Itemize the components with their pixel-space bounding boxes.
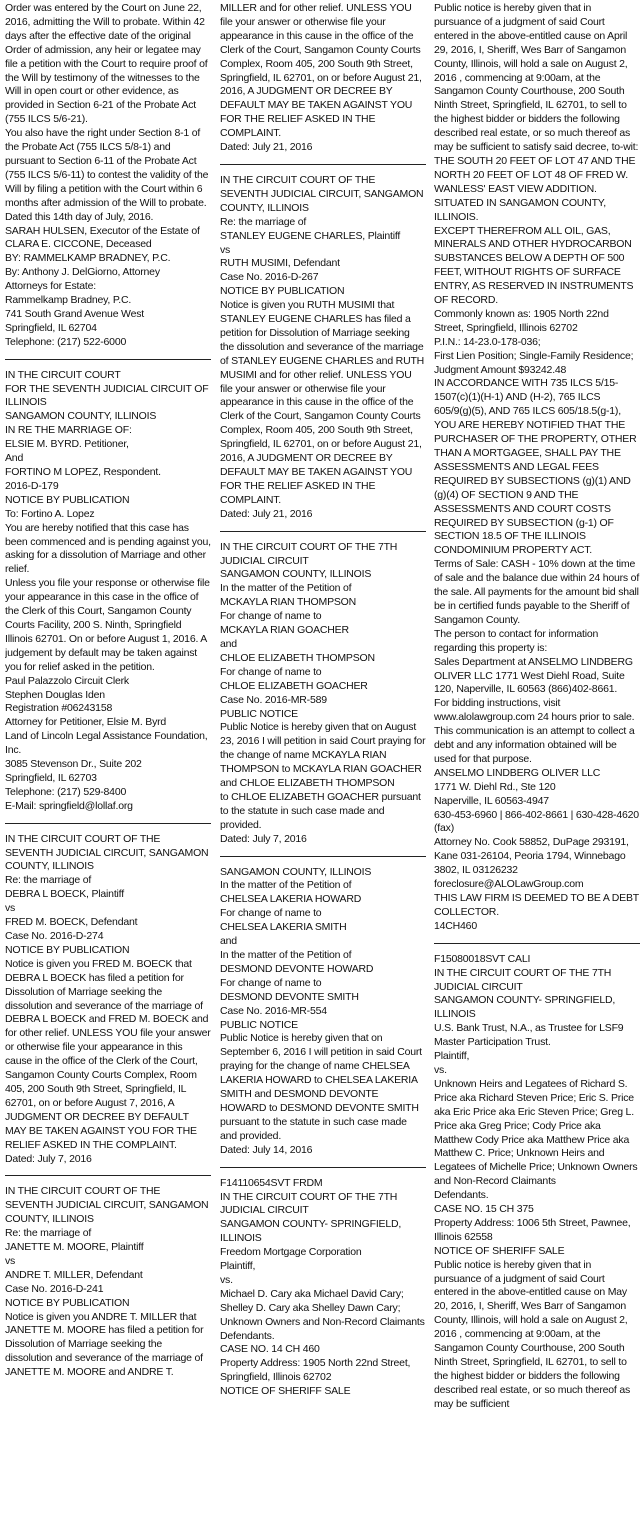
legal-notice bbox=[220, 541, 426, 847]
notice-paragraph: FORTINO M LOPEZ, Respondent. bbox=[5, 466, 161, 478]
notice-paragraph: For change of name to bbox=[220, 976, 322, 989]
notice-paragraph: ANDRE T. MILLER, Defendant bbox=[5, 1268, 143, 1281]
notice-paragraph: U.S. Bank Trust, N.A., as Trustee for LSF9 Master Participation Trust. bbox=[434, 1022, 624, 1049]
notice-paragraph: Public Notice is hereby given that on September 6, 2016 I will petition in said Court praying for the change of name CHELSEA LAKERIA HOWARD to CHELSEA LAKERIA SMITH and DESMOND DEVONTE HOWARD to DESMOND DEVONTE SMITH pursuant to the statute in such case made and provided. bbox=[220, 1032, 422, 1142]
notice-paragraph: Public notice is hereby given that in pursuance of a judgment of said Court entered in the above-entitled cause on May 20, 2016, I, Sheriff, Wes Barr of Sangamon County, Illinois, will hold a sale on August 2, 2016 , commencing at 9:00am, at the Sangamon County Courthouse, 200 South Ninth Street, Springfield, IL 62701, to sell to the highest bidder or bidders the following described real estate, or so much thereof as may be sufficient bbox=[434, 1258, 631, 1410]
notice-paragraph: The person to contact for information regarding this property is: bbox=[434, 627, 599, 654]
notice-paragraph: vs. bbox=[434, 1063, 447, 1076]
notice-paragraph: NOTICE OF SHERIFF SALE bbox=[220, 1385, 351, 1398]
legal-notice bbox=[220, 174, 426, 522]
notice-paragraph: STANLEY EUGENE CHARLES, Plaintiff bbox=[220, 229, 401, 242]
notice-paragraph: For bidding instructions, visit www.alolawgroup.com 24 hours prior to sale. bbox=[434, 697, 635, 724]
notice-paragraph: Dated: July 14, 2016 bbox=[220, 1143, 313, 1156]
column-2 bbox=[220, 2, 426, 1513]
notice-paragraph: THE SOUTH 20 FEET OF LOT 47 AND THE NORTH 20 FEET OF LOT 48 OF FRED W. WANLESS' EAST VIEW ADDITION. SITUATED IN SANGAMON COUNTY, ILLINOIS. bbox=[434, 154, 636, 223]
notice-paragraph: MILLER and for other relief. UNLESS YOU file your answer or otherwise file your appearance in this cause in the office of the Clerk of the Court, Sangamon County Courts Complex, Room 405, 200 South 9th Street, Springfield, IL 62701, on or before August 21, 2016, A JUDGMENT OR DECREE BY DEFAULT MAY BE TAKEN AGAINST YOU FOR THE RELIEF ASKED IN THE COMPLAINT. bbox=[220, 2, 422, 140]
notice-paragraph: Naperville, IL 60563-4947 bbox=[434, 794, 549, 807]
notice-paragraph: Case No. 2016-MR-589 bbox=[220, 693, 327, 706]
notice-divider bbox=[5, 359, 211, 360]
notice-paragraph: Defendants. bbox=[434, 1189, 489, 1202]
notice-paragraph: ANSELMO LINDBERG OLIVER LLC bbox=[434, 766, 601, 779]
notice-paragraph: Sales Department at ANSELMO LINDBERG OLIVER LLC 1771 West Diehl Road, Suite 120, Naperville, IL 60563 (866)402-8661. bbox=[434, 655, 633, 696]
notice-divider bbox=[220, 164, 426, 165]
notice-paragraph: Terms of Sale: CASH - 10% down at the time of sale and the balance due within 24 hours of the sale. All payments for the amount bid shall be in certified funds payable to the Sheriff of Sangamon County. bbox=[434, 558, 640, 626]
notice-paragraph: Public Notice is hereby given that on August 23, 2016 I will petition in said Court praying for the change of name MCKAYLA RIAN THOMPSON to MCKAYLA RIAN GOACHER and CHLOE ELIZABETH THOMPSON bbox=[220, 721, 426, 790]
notice-paragraph: NOTICE BY PUBLICATION bbox=[5, 943, 130, 956]
notice-paragraph: Re: the marriage of bbox=[220, 215, 307, 228]
notice-paragraph: 2016-D-179 bbox=[5, 479, 59, 492]
notice-paragraph: 1771 W. Diehl Rd., Ste 120 bbox=[434, 780, 556, 793]
notice-paragraph: In the matter of the Petition of bbox=[220, 949, 352, 961]
notice-paragraph: FOR THE SEVENTH JUDICIAL CIRCUIT OF ILLINOIS bbox=[5, 382, 209, 409]
notice-paragraph: IN THE CIRCUIT COURT OF THE 7TH JUDICIAL CIRCUIT bbox=[220, 540, 398, 567]
notice-paragraph: Springfield, IL 62703 bbox=[5, 771, 97, 784]
notice-paragraph: Commonly known as: 1905 North 22nd Street, Springfield, Illinois 62702 bbox=[434, 307, 609, 334]
notice-paragraph: You also have the right under Section 8-1 of the Probate Act (755 ILCS 5/8-1) and pursuant to Section 6-11 of the Probate Act (755 ILCS 5/6-11) to contest the validity of the Will by filing a petition with the Court within 6 months after admission of the Will to probate. bbox=[5, 127, 209, 209]
notice-divider bbox=[220, 1167, 426, 1168]
notice-paragraph: Unknown Heirs and Legatees of Richard S. Price aka Richard Steven Price; Eric S. Price aka Eric Price aka Eric Steven Price; Greg L. Price aka Greg Price; Cody Price aka Matthew Cody Price aka Matthew Price aka Matthew C. Price; Unknown Heirs and Legatees of Michelle Price; Unknown Owners and Non-Record Claimants bbox=[434, 1077, 638, 1188]
notice-paragraph: Land of Lincoln Legal Assistance Foundation, Inc. bbox=[5, 730, 208, 757]
notice-paragraph: CHLOE ELIZABETH GOACHER bbox=[220, 679, 368, 692]
notice-paragraph: 3085 Stevenson Dr., Suite 202 bbox=[5, 758, 142, 771]
notice-paragraph: IN THE CIRCUIT COURT OF THE SEVENTH JUDICIAL CIRCUIT, SANGAMON COUNTY, ILLINOIS bbox=[220, 173, 424, 214]
notice-paragraph: Dated: July 21, 2016 bbox=[220, 141, 313, 154]
column-3 bbox=[434, 2, 640, 1513]
notice-paragraph: First Lien Position; Single-Family Residence; Judgment Amount $93242.48 bbox=[434, 349, 634, 376]
notice-paragraph: Case No. 2016-MR-554 bbox=[220, 1004, 327, 1017]
notice-paragraph: PUBLIC NOTICE bbox=[220, 707, 298, 720]
notice-paragraph: SANGAMON COUNTY, ILLINOIS bbox=[5, 410, 157, 423]
notice-paragraph: Telephone: (217) 522-6000 bbox=[5, 335, 127, 348]
notice-paragraph: Plaintiff, bbox=[220, 1260, 256, 1273]
notice-paragraph: P.I.N.: 14-23.0-178-036; bbox=[434, 335, 541, 348]
notice-paragraph: 741 South Grand Avenue West bbox=[5, 307, 144, 320]
notice-paragraph: BY: RAMMELKAMP BRADNEY, P.C. bbox=[5, 252, 171, 265]
legal-notice bbox=[220, 866, 426, 1158]
legal-notice bbox=[5, 833, 211, 1167]
notice-paragraph: RUTH MUSIMI, Defendant bbox=[220, 257, 340, 270]
notice-paragraph: Freedom Mortgage Corporation bbox=[220, 1246, 362, 1259]
notice-paragraph: In the matter of the Petition of bbox=[220, 879, 352, 892]
notice-paragraph: and bbox=[220, 637, 237, 650]
notice-paragraph: Registration #06243158 bbox=[5, 702, 113, 715]
notice-paragraph: Stephen Douglas Iden bbox=[5, 688, 105, 701]
notice-paragraph: NOTICE BY PUBLICATION bbox=[5, 493, 130, 506]
notice-paragraph: CHELSEA LAKERIA HOWARD bbox=[220, 893, 362, 906]
notice-paragraph: Dated this 14th day of July, 2016. bbox=[5, 210, 154, 223]
notice-paragraph: Notice is given you RUTH MUSIMI that STANLEY EUGENE CHARLES has filed a petition for Dissolution of Marriage seeking the dissolution and severance of the marriage of STANLEY EUGENE CHARLES and RUTH MUSIMI and for other relief. UNLESS YOU file your answer or otherwise file your appearance in this cause in the office of the Clerk of the Court, Sangamon County Courts Complex, Room 405, 200 South 9th Street, Springfield, IL 62701, on or before August 21, 2016, A JUDGMENT OR DECREE BY DEFAULT MAY BE TAKEN AGAINST YOU FOR THE RELIEF ASKED IN THE COMPLAINT. bbox=[220, 299, 425, 506]
notice-paragraph: SANGAMON COUNTY, ILLINOIS bbox=[220, 568, 372, 581]
notice-paragraph: E-Mail: springfield@lollaf.org bbox=[5, 799, 133, 812]
column-1 bbox=[5, 2, 211, 1513]
notice-paragraph: You are hereby notified that this case has been commenced and is pending against you, asking for a dissolution of Marriage and other relief. bbox=[5, 521, 211, 576]
notice-paragraph: Attorney for Petitioner, Elsie M. Byrd bbox=[5, 716, 167, 729]
notice-paragraph: Unless you file your response or otherwise file your appearance in this case in the office of the Clerk of this Court, Sangamon County Courts Facility, 200 S. Ninth, Springfield Illinois 62701. On or before August 1, 2016. A judgement by default may be taken against you for relief asked in the petition. bbox=[5, 577, 210, 673]
notice-paragraph: Springfield, IL 62704 bbox=[5, 321, 97, 334]
legal-notice bbox=[434, 953, 640, 1412]
notice-paragraph: CHELSEA LAKERIA SMITH bbox=[220, 921, 347, 934]
notice-divider bbox=[5, 1175, 211, 1176]
notice-paragraph: SANGAMON COUNTY- SPRINGFIELD, ILLINOIS bbox=[434, 994, 616, 1021]
notice-paragraph: vs. bbox=[220, 1273, 233, 1286]
legal-notice bbox=[220, 1177, 426, 1400]
notice-paragraph: IN THE CIRCUIT COURT OF THE SEVENTH JUDICIAL CIRCUIT, SANGAMON COUNTY, ILLINOIS bbox=[5, 832, 209, 873]
notice-paragraph: Rammelkamp Bradney, P.C. bbox=[5, 294, 132, 307]
notice-paragraph: This communication is an attempt to collect a debt and any information obtained will be used for that purpose. bbox=[434, 725, 635, 765]
notice-paragraph: In the matter of the Petition of bbox=[220, 582, 352, 595]
notice-paragraph: And bbox=[5, 452, 24, 465]
notice-paragraph: DESMOND DEVONTE SMITH bbox=[220, 990, 359, 1003]
notice-paragraph: NOTICE BY PUBLICATION bbox=[220, 285, 345, 298]
notice-paragraph: ELSIE M. BYRD. Petitioner, bbox=[5, 438, 129, 451]
notice-paragraph: Plaintiff, bbox=[434, 1050, 470, 1063]
notice-paragraph: vs bbox=[5, 1254, 16, 1267]
notice-paragraph: FRED M. BOECK, Defendant bbox=[5, 916, 138, 929]
notice-paragraph: Order was entered by the Court on June 22, 2016, admitting the Will to probate. Within 42 days after the effective date of the original Order of admission, any heir or legatee may file a petition with the Court to require proof of the Will by testimony of the witnesses to the Will in open court or other evidence, as provided in Section 6-21 of the Probate Act (755 ILCS 5/6-21). bbox=[5, 2, 208, 126]
legal-notice bbox=[220, 2, 426, 155]
notice-paragraph: NOTICE OF SHERIFF SALE bbox=[434, 1244, 565, 1257]
notice-paragraph: Dated: July 21, 2016 bbox=[220, 507, 313, 520]
notice-paragraph: Public notice is hereby given that in pursuance of a judgment of said Court entered in the above-entitled cause on April 29, 2016, I, Sheriff, Wes Barr of Sangamon County, Illinois, will hold a sale on August 2, 2016 , commencing at 9:00am, at the Sangamon County Courthouse, 200 South Ninth Street, Springfield, IL 62701, to sell to the highest bidder or bidders the following described real estate, or so much thereof as may be sufficient to satisfy said decree, to-wit: bbox=[434, 2, 639, 154]
notice-paragraph: Case No. 2016-D-274 bbox=[5, 930, 104, 942]
legal-notice bbox=[5, 1185, 211, 1380]
notice-paragraph: IN THE CIRCUIT COURT bbox=[5, 368, 121, 381]
notice-paragraph: For change of name to bbox=[220, 907, 322, 920]
notice-paragraph: Property Address: 1905 North 22nd Street, Springfield, Illinois 62702 bbox=[220, 1357, 411, 1384]
notice-paragraph: Attorneys for Estate: bbox=[5, 280, 96, 293]
notice-paragraph: IN THE CIRCUIT COURT OF THE 7TH JUDICIAL CIRCUIT bbox=[434, 966, 612, 993]
notice-paragraph: vs bbox=[5, 902, 16, 915]
notice-divider bbox=[220, 531, 426, 532]
notice-paragraph: to CHLOE ELIZABETH GOACHER pursuant to the statute in such case made and provided. bbox=[220, 790, 421, 831]
notice-paragraph: Paul Palazzolo Circuit Clerk bbox=[5, 674, 129, 687]
notice-paragraph: SANGAMON COUNTY- SPRINGFIELD, ILLINOIS bbox=[220, 1218, 402, 1245]
notice-paragraph: THIS LAW FIRM IS DEEMED TO BE A DEBT COLLECTOR. bbox=[434, 892, 639, 918]
notice-paragraph: Dated: July 7, 2016 bbox=[220, 832, 307, 845]
notice-paragraph: To: Fortino A. Lopez bbox=[5, 507, 95, 520]
notice-paragraph: F14110654SVT FRDM bbox=[220, 1176, 323, 1189]
notice-paragraph: DESMOND DEVONTE HOWARD bbox=[220, 962, 374, 975]
notice-paragraph: and bbox=[220, 935, 237, 948]
notice-paragraph: foreclosure@ALOLawGroup.com bbox=[434, 878, 584, 891]
notice-paragraph: For change of name to bbox=[220, 665, 322, 678]
notice-paragraph: Attorney No. Cook 58852, DuPage 293191, Kane 031-26104, Peoria 1794, Winnebago 3802, IL 03126232 bbox=[434, 836, 629, 877]
notice-paragraph: 630-453-6960 | 866-402-8661 | 630-428-4620 (fax) bbox=[434, 808, 639, 835]
notice-paragraph: IN THE CIRCUIT COURT OF THE SEVENTH JUDICIAL CIRCUIT, SANGAMON COUNTY, ILLINOIS bbox=[5, 1185, 209, 1226]
notice-paragraph: Property Address: 1006 5th Street, Pawnee, Illinois 62558 bbox=[434, 1216, 631, 1243]
notice-paragraph: PUBLIC NOTICE bbox=[220, 1018, 298, 1031]
notice-paragraph: MCKAYLA RIAN GOACHER bbox=[220, 624, 349, 637]
notice-paragraph: JANETTE M. MOORE, Plaintiff bbox=[5, 1241, 144, 1254]
notice-paragraph: IN ACCORDANCE WITH 735 ILCS 5/15-1507(c)(1)(H-1) AND (H-2), 765 ILCS 605/9(g)(5), AND 765 ILCS 605/18.5(g-1), YOU ARE HEREBY NOTIFIED THAT THE PURCHASER OF THE PROPERTY, OTHER THAN A MORTGAGEE, SHALL PAY THE ASSESSMENTS AND LEGAL FEES REQUIRED BY SUBSECTIONS (g)(1) AND (g)(4) OF SECTION 9 AND THE ASSESSMENTS AND COURT COSTS REQUIRED BY SUBSECTION (g-1) OF SECTION 18.5 OF THE ILLINOIS CONDOMINIUM PROPERTY ACT. bbox=[434, 377, 637, 557]
notice-paragraph: Dated: July 7, 2016 bbox=[5, 1152, 92, 1165]
notice-paragraph: Case No. 2016-D-241 bbox=[5, 1282, 104, 1295]
notice-divider bbox=[5, 823, 211, 824]
notice-paragraph: CASE NO. 15 CH 375 bbox=[434, 1203, 534, 1216]
legal-notice bbox=[434, 2, 640, 934]
notice-paragraph: Notice is given you ANDRE T. MILLER that JANETTE M. MOORE has filed a petition for Dissolution of Marriage seeking the dissolution and severance of the marriage of JANETTE M. MOORE and ANDRE T. bbox=[5, 1310, 204, 1379]
notice-paragraph: CASE NO. 14 CH 460 bbox=[220, 1343, 320, 1356]
notice-paragraph: Notice is given you FRED M. BOECK that DEBRA L BOECK has filed a petition for Dissolution of Marriage seeking the dissolution and severance of the marriage of DEBRA L BOECK and FRED M. BOECK and for other relief. UNLESS YOU file your answer or otherwise file your appearance in this cause in the office of the Clerk of the Court, Sangamon County Courts Complex, Room 405, 200 South 9th Street, Springfield, IL 62701, on or before August 7, 2016, A JUDGMENT OR DECREE BY DEFAULT MAY BE TAKEN AGAINST YOU FOR THE RELIEF ASKED IN THE COMPLAINT. bbox=[5, 957, 211, 1151]
notice-divider bbox=[220, 856, 426, 857]
notice-paragraph: Defendants. bbox=[220, 1329, 275, 1342]
notice-paragraph: For change of name to bbox=[220, 610, 322, 623]
notice-paragraph: DEBRA L BOECK, Plaintiff bbox=[5, 888, 124, 901]
notice-paragraph: 14CH460 bbox=[434, 919, 477, 932]
legal-notice bbox=[5, 2, 211, 350]
notice-paragraph: vs bbox=[220, 243, 231, 256]
notice-divider bbox=[434, 943, 640, 944]
notice-paragraph: IN RE THE MARRIAGE OF: bbox=[5, 424, 132, 437]
notice-paragraph: CHLOE ELIZABETH THOMPSON bbox=[220, 651, 375, 664]
notice-paragraph: NOTICE BY PUBLICATION bbox=[5, 1296, 130, 1309]
notice-paragraph: SARAH HULSEN, Executor of the Estate of CLARA E. CICCONE, Deceased bbox=[5, 224, 200, 251]
notice-paragraph: Case No. 2016-D-267 bbox=[220, 271, 319, 284]
legal-notice bbox=[5, 369, 211, 814]
notice-paragraph: SANGAMON COUNTY, ILLINOIS bbox=[220, 865, 372, 878]
notice-paragraph: Re: the marriage of bbox=[5, 1227, 92, 1240]
notice-paragraph: F15080018SVT CALI bbox=[434, 952, 531, 965]
notice-paragraph: EXCEPT THEREFROM ALL OIL, GAS, MINERALS AND OTHER HYDROCARBON SUBSTANCES BELOW A DEPTH OF 500 FEET, WITHOUT RIGHTS OF SURFACE ENTRY, AS RESERVED IN INSTRUMENTS OF RECORD. bbox=[434, 224, 634, 307]
notice-paragraph: IN THE CIRCUIT COURT OF THE 7TH JUDICIAL CIRCUIT bbox=[220, 1190, 398, 1217]
notice-paragraph: Michael D. Cary aka Michael David Cary; Shelley D. Cary aka Shelley Dawn Cary; Unknown Owners and Non-Record Claimants bbox=[220, 1287, 425, 1328]
notice-paragraph: Telephone: (217) 529-8400 bbox=[5, 785, 127, 798]
notice-paragraph: Re: the marriage of bbox=[5, 874, 92, 887]
notice-paragraph: MCKAYLA RIAN THOMPSON bbox=[220, 596, 357, 609]
notice-paragraph: By: Anthony J. DelGiorno, Attorney bbox=[5, 266, 160, 279]
